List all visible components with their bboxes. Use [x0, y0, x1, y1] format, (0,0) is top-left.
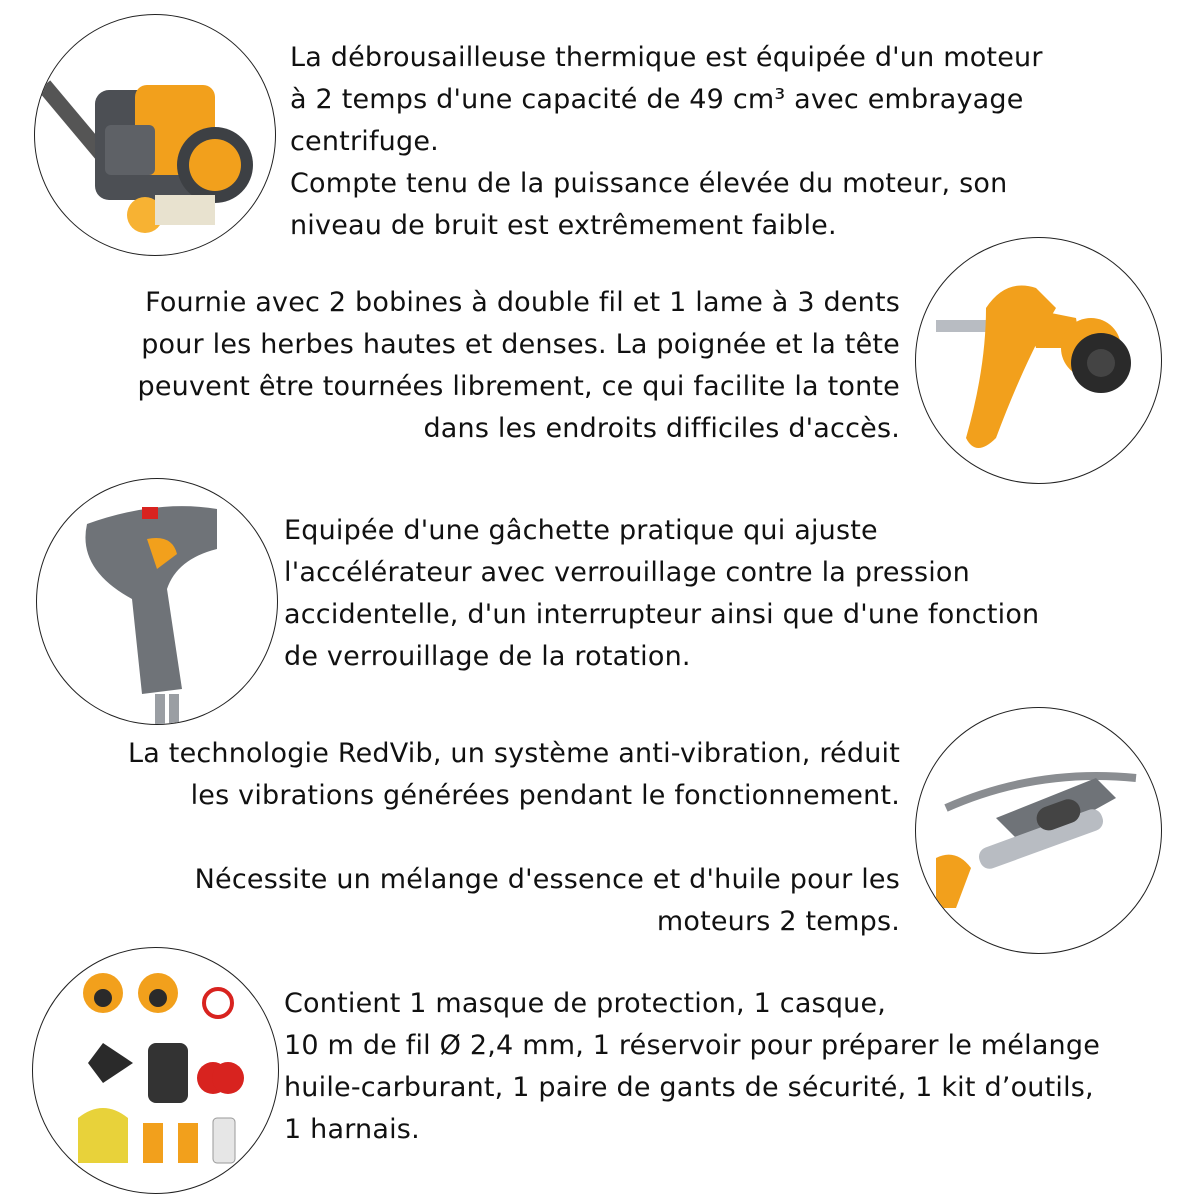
anti-vibration-image: [915, 707, 1162, 954]
text-line: les vibrations générées pendant le fonctionnement.: [190, 780, 900, 811]
accessories-description: [284, 983, 1189, 1151]
handle-trigger-image: [36, 478, 278, 725]
text-line: accidentelle, d'un interrupteur ainsi que d'une fonction: [284, 599, 1040, 630]
text-line: à 2 temps d'une capacité de 49 cm³ avec embrayage: [290, 84, 1024, 115]
trimmer-head-description: [10, 282, 900, 450]
text-line: Compte tenu de la puissance élevée du moteur, son: [290, 168, 1008, 199]
trimmer-head-image: [915, 237, 1162, 484]
text-line: Fournie avec 2 bobines à double fil et 1 lame à 3 dents: [145, 287, 900, 318]
engine-image: [34, 14, 276, 256]
text-line: dans les endroits difficiles d'accès.: [423, 413, 900, 444]
text-line: l'accélérateur avec verrouillage contre la pression: [284, 557, 970, 588]
text-line: 1 harnais.: [284, 1114, 420, 1145]
text-line: centrifuge.: [290, 126, 439, 157]
text-line: pour les herbes hautes et denses. La poignée et la tête: [141, 329, 900, 360]
text-line: 10 m de fil Ø 2,4 mm, 1 réservoir pour préparer le mélange: [284, 1030, 1101, 1061]
text-line: niveau de bruit est extrêmement faible.: [290, 210, 837, 241]
accessories-image: [32, 947, 279, 1194]
engine-description: [290, 37, 1190, 247]
text-line: huile-carburant, 1 paire de gants de sécurité, 1 kit d’outils,: [284, 1072, 1094, 1103]
text-line: peuvent être tournées librement, ce qui facilite la tonte: [137, 371, 900, 402]
text-line: Equipée d'une gâchette pratique qui ajuste: [284, 515, 878, 546]
text-line: La débrousailleuse thermique est équipée d'un moteur: [290, 42, 1043, 73]
handle-description: [284, 510, 1184, 678]
text-line: de verrouillage de la rotation.: [284, 641, 691, 672]
text-line: moteurs 2 temps.: [656, 906, 900, 937]
text-line: Contient 1 masque de protection, 1 casque,: [284, 988, 887, 1019]
text-line: La technologie RedVib, un système anti-vibration, réduit: [128, 738, 900, 769]
anti-vibration-description: [10, 733, 900, 943]
text-line: Nécessite un mélange d'essence et d'huile pour les: [194, 864, 900, 895]
